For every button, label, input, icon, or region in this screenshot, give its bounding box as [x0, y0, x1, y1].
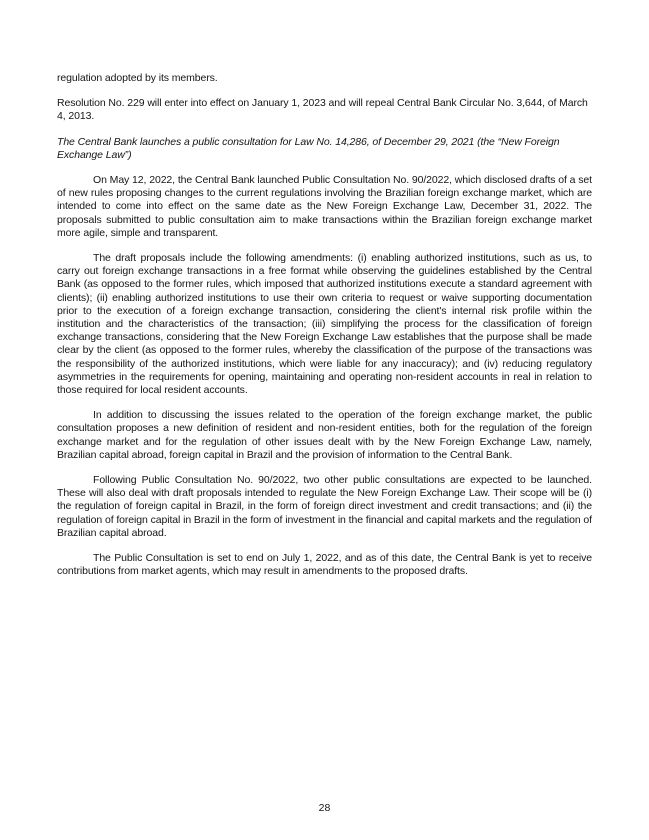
paragraph-resident-definition: In addition to discussing the issues related to the operation of the foreign exchange market, the public consultation proposes a new definition of resident and non-resident entities, both for the regulation of the foreign exchange market and for the regulation of other issues dealt with by the New Foreign Exchange Law, namely, Brazilian capital abroad, foreign capital in Brazil and the provision of information to the Central Bank. — [57, 409, 592, 461]
page-content — [57, 72, 592, 591]
paragraph-consultation-end-date: The Public Consultation is set to end on July 1, 2022, and as of this date, the Central Bank is yet to receive contributions from market agents, which may result in amendments to the proposed drafts. — [57, 552, 592, 578]
paragraph-draft-proposals: The draft proposals include the following amendments: (i) enabling authorized institutions, such as us, to carry out foreign exchange transactions in a free format while observing the guidelines established by the Central Bank (as opposed to the former rules, which imposed that authorized institutions execute a standard agreement with clients); (ii) enabling authorized institutions to use their own criteria to request or waive supporting documentation prior to the execution of a foreign exchange transaction, considering the client's internal risk profile within the institution and the characteristics of the transaction; (iii) simplifying the process for the classification of foreign exchange transactions, considering that the New Foreign Exchange Law establishes that the purpose shall be made clear by the client (as opposed to the former rules, whereby the classification of the purpose of the transactions was the responsibility of the authorized institutions, which were liable for any inaccuracy); and (iv) reducing regulatory asymmetries in the requirements for opening, maintaining and operating non-resident accounts in real in relation to those required for local resident accounts. — [57, 252, 592, 397]
paragraph-following-consultations: Following Public Consultation No. 90/2022, two other public consultations are expected to be launched. These will also deal with draft proposals intended to regulate the New Foreign Exchange Law. Their scope will be (i) the regulation of foreign capital in Brazil, in the form of foreign direct investment and credit transactions; and (ii) the regulation of foreign capital in Brazil in the form of investment in the financial and capital markets and the regulation of Brazilian capital abroad. — [57, 474, 592, 539]
section-heading: The Central Bank launches a public consultation for Law No. 14,286, of December 29, 2021 (the “New Foreign Exchange Law”) — [57, 135, 560, 161]
paragraph-intro-fragment: regulation adopted by its members. — [57, 72, 218, 84]
paragraph-resolution: Resolution No. 229 will enter into effect on January 1, 2023 and will repeal Central Bank Circular No. 3,644, of March 4, 2013. — [57, 97, 588, 123]
paragraph-public-consultation-launch: On May 12, 2022, the Central Bank launched Public Consultation No. 90/2022, which disclosed drafts of a set of new rules proposing changes to the current regulations involving the Brazilian foreign exchange market, which are intended to come into effect on the same date as the New Foreign Exchange Law, December 31, 2022. The proposals submitted to public consultation aim to make transactions within the Brazilian foreign exchange market more agile, simple and transparent. — [57, 174, 592, 239]
page-number: 28 — [318, 802, 331, 814]
